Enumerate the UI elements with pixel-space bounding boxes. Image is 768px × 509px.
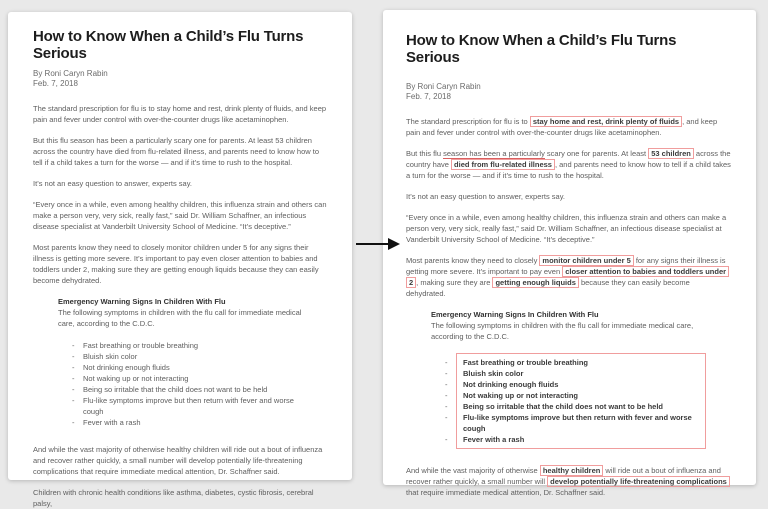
paragraph bbox=[406, 255, 731, 299]
paragraph bbox=[33, 242, 329, 286]
symptom-text: Not drinking enough fluids bbox=[83, 363, 170, 372]
bullet-dash-icon: - bbox=[445, 435, 448, 444]
callout-intro: The following symptoms in children with the flu call for immediate medical care, according to the C.D.C. bbox=[431, 321, 694, 341]
document-panel-annotated bbox=[383, 10, 756, 497]
symptom-text: Bluish skin color bbox=[83, 352, 138, 361]
symptom-text: Flu-like symptoms improve but then return with fever and worse cough bbox=[463, 413, 692, 433]
article-date: Feb. 7, 2018 bbox=[406, 92, 451, 101]
symptom-text: Bluish skin color bbox=[463, 369, 524, 378]
paragraph bbox=[33, 178, 329, 189]
text-run: “Every once in a while, even among healthy children, this influenza strain and others can make a person very, very sick, really fast,” said Dr. William Schaffner, an infectious disease specialist at Vanderbilt University School of Medicine. “It’s deceptive.” bbox=[406, 213, 727, 244]
bullet-dash-icon: - bbox=[445, 413, 448, 422]
article-byline: By Roni Caryn Rabin bbox=[406, 82, 481, 91]
text-run: , and keep pain and fever under control with over-the-counter drugs like acetaminophen. bbox=[406, 117, 718, 137]
symptom-text: Being so irritable that the child does not want to be held bbox=[463, 402, 664, 411]
bullet-dash-icon: - bbox=[445, 358, 448, 367]
bullet-dash-icon: - bbox=[72, 418, 75, 427]
text-run: It’s not an easy question to answer, experts say. bbox=[33, 179, 192, 188]
annotation-box: stay home and rest, drink plenty of fluids bbox=[530, 116, 682, 127]
right-arrow-icon bbox=[355, 236, 401, 252]
symptom-list bbox=[445, 353, 706, 449]
symptom-text: Fast breathing or trouble breathing bbox=[463, 358, 589, 367]
annotation-box: healthy children bbox=[540, 465, 604, 476]
paragraph bbox=[406, 148, 731, 181]
symptom-text: Fast breathing or trouble breathing bbox=[83, 341, 199, 350]
callout-heading: Emergency Warning Signs In Children With Flu bbox=[431, 310, 599, 319]
symptom-item bbox=[72, 362, 304, 373]
paragraph bbox=[406, 465, 731, 498]
cdc-callout bbox=[58, 296, 304, 428]
text-run: Children with chronic health conditions like asthma, diabetes, cystic fibrosis, cerebral palsy, bbox=[33, 488, 314, 508]
text-run: The standard prescription for flu is to stay home and rest, drink plenty of fluids, and keep pain and fever under control with over-the-counter drugs like acetaminophen. bbox=[33, 104, 327, 124]
bullet-dash-icon: - bbox=[72, 341, 75, 350]
paragraph bbox=[33, 487, 329, 509]
bullet-dash-icon: - bbox=[72, 385, 75, 394]
symptom-text: Not waking up or not interacting bbox=[83, 374, 189, 383]
callout-intro: The following symptoms in children with the flu call for immediate medical care, according to the C.D.C. bbox=[58, 308, 302, 328]
annotation-box: getting enough liquids bbox=[492, 277, 578, 288]
annotation-box: died from flu-related illness bbox=[451, 159, 555, 170]
bullet-dash-icon: - bbox=[445, 391, 448, 400]
text-run: across the country have bbox=[406, 149, 731, 169]
symptom-text: Being so irritable that the child does not want to be held bbox=[83, 385, 268, 394]
callout-heading: Emergency Warning Signs In Children With Flu bbox=[58, 297, 226, 306]
text-run: that require immediate medical attention, Dr. Schaffner said. bbox=[406, 488, 606, 497]
text-run: scary one for parents. At least bbox=[544, 149, 649, 158]
symptom-text: Flu-like symptoms improve but then return with fever and worse cough bbox=[83, 396, 294, 416]
paragraph bbox=[33, 199, 329, 232]
symptom-item bbox=[72, 395, 304, 417]
symptom-item bbox=[72, 351, 304, 362]
paragraph bbox=[406, 191, 731, 202]
article-title: How to Know When a Child’s Flu Turns Serious bbox=[406, 32, 677, 66]
article-byline: By Roni Caryn Rabin bbox=[33, 69, 108, 78]
cdc-callout bbox=[431, 309, 706, 449]
symptom-item bbox=[72, 340, 304, 351]
symptom-item bbox=[445, 412, 699, 434]
annotation-box: monitor children under 5 bbox=[539, 255, 633, 266]
article-date: Feb. 7, 2018 bbox=[33, 79, 78, 88]
text-run: for any signs their illness is getting more severe. It’s important to pay even bbox=[406, 256, 726, 276]
annotation-box: 53 children bbox=[648, 148, 694, 159]
paragraph bbox=[33, 444, 329, 477]
text-run: And while the vast majority of otherwise healthy children will ride out a bout of influenza and recover rather quickly, a small number will develop potentially life-threatening complications that require immediate medical attention, Dr. Schaffner said. bbox=[33, 445, 323, 476]
bullet-dash-icon: - bbox=[72, 363, 75, 372]
bullet-dash-icon: - bbox=[72, 396, 75, 405]
symptom-item bbox=[445, 357, 699, 368]
text-run: But this flu season has been a particularly scary one for parents. At least 53 children across the country have died from flu-related illness, and parents need to know how to tell if a child takes a turn for the worse — and if it’s time to rush to the hospital. bbox=[33, 136, 319, 167]
text-run: Most parents know they need to closely monitor children under 5 for any signs their illness is getting more severe. It’s important to pay even closer attention to babies and toddlers under 2, making sure they are getting enough liquids because they can easily become dehydrated. bbox=[33, 243, 319, 285]
symptom-item bbox=[72, 417, 304, 428]
symptom-text: Not drinking enough fluids bbox=[463, 380, 559, 389]
text-run: But this flu bbox=[406, 149, 444, 158]
symptom-item bbox=[445, 401, 699, 412]
document-panel-original bbox=[8, 12, 352, 508]
annotation-box: closer attention to babies and toddlers under 2 bbox=[406, 266, 729, 288]
bullet-dash-icon: - bbox=[445, 402, 448, 411]
text-run: And while the vast majority of otherwise bbox=[406, 466, 540, 475]
symptom-item bbox=[445, 434, 699, 445]
text-run: , making sure they are bbox=[416, 278, 493, 287]
text-run: because they can easily become dehydrated. bbox=[406, 278, 690, 298]
article-title: How to Know When a Child’s Flu Turns Serious bbox=[33, 28, 304, 62]
symptom-text: Not waking up or not interacting bbox=[463, 391, 578, 400]
symptom-item bbox=[445, 368, 699, 379]
symptom-text: Fever with a rash bbox=[83, 418, 141, 427]
symptom-item bbox=[72, 373, 304, 384]
paragraph bbox=[33, 135, 329, 168]
paragraph bbox=[406, 116, 731, 138]
symptom-list bbox=[72, 340, 304, 428]
symptom-text: Fever with a rash bbox=[463, 435, 525, 444]
symptom-item bbox=[445, 390, 699, 401]
text-run: will ride out a bout of influenza and recover rather quickly, a small number will bbox=[406, 466, 721, 486]
annotation-underline: season has been a particularly bbox=[443, 149, 545, 158]
text-run: , and parents need to know how to tell if a child takes a turn for the worse — and if it’s time to rush to the hospital. bbox=[406, 160, 731, 180]
symptom-item bbox=[72, 384, 304, 395]
symptom-item bbox=[445, 379, 699, 390]
annotation-box: develop potentially life-threatening complications bbox=[547, 476, 730, 487]
article-body bbox=[33, 103, 329, 509]
text-run: It’s not an easy question to answer, experts say. bbox=[406, 192, 565, 201]
bullet-dash-icon: - bbox=[445, 369, 448, 378]
transform-arrow-icon bbox=[355, 236, 401, 252]
bullet-dash-icon: - bbox=[72, 374, 75, 383]
text-run: Most parents know they need to closely bbox=[406, 256, 540, 265]
article-body bbox=[406, 116, 731, 498]
paragraph bbox=[406, 212, 731, 245]
bullet-dash-icon: - bbox=[445, 380, 448, 389]
paragraph bbox=[33, 103, 329, 125]
text-run: The standard prescription for flu is to bbox=[406, 117, 530, 126]
text-run: “Every once in a while, even among healthy children, this influenza strain and others can make a person very, very sick, really fast,” said Dr. William Schaffner, an infectious disease specialist at Vanderbilt University School of Medicine. “It’s deceptive.” bbox=[33, 200, 327, 231]
bullet-dash-icon: - bbox=[72, 352, 75, 361]
